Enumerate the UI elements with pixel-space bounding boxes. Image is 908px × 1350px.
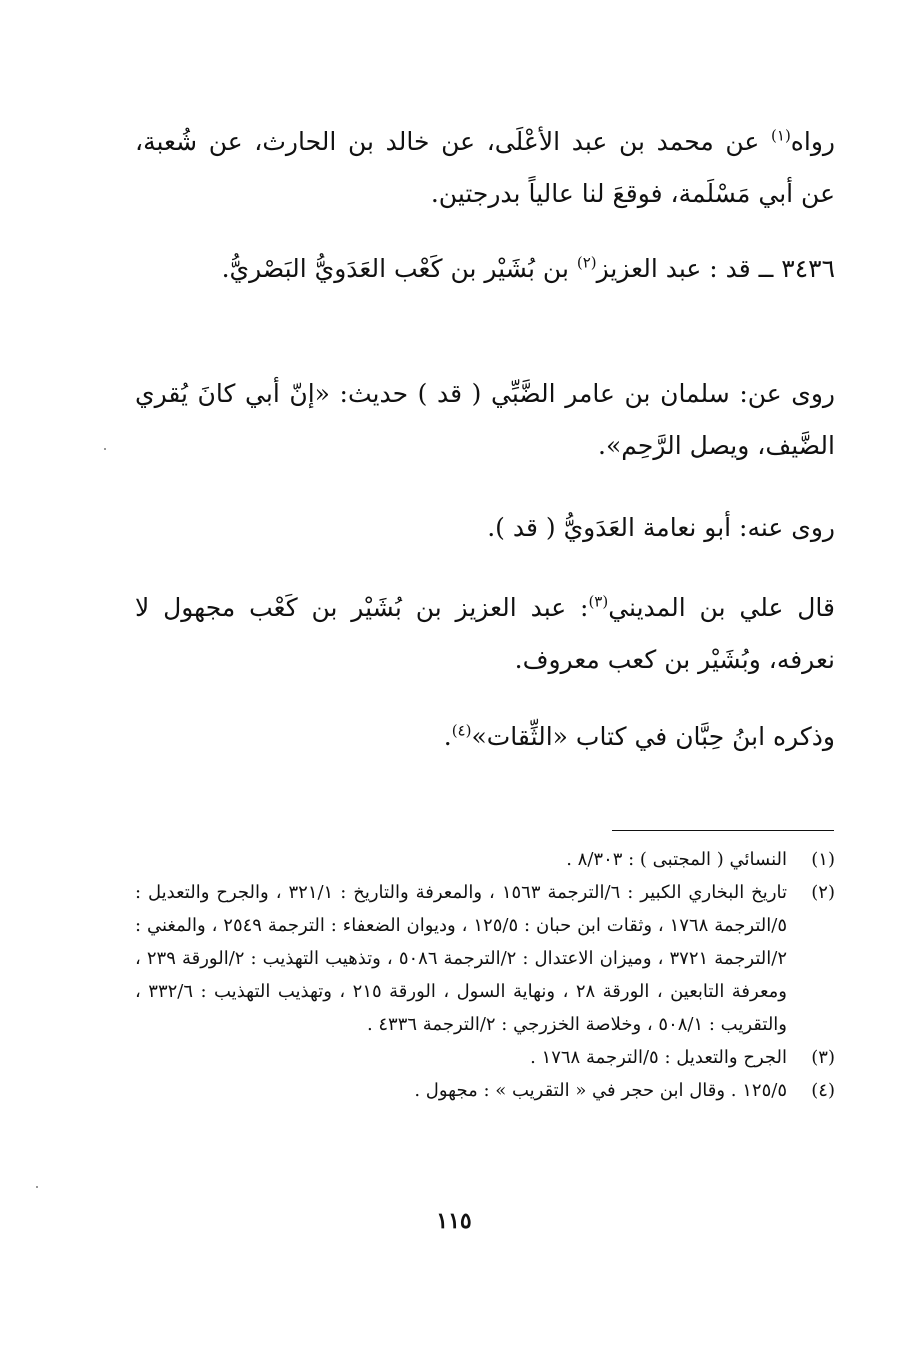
footnote-divider [612, 830, 834, 831]
footnote-4 [135, 1074, 835, 1107]
paragraph-text: قال علي بن المديني [608, 593, 835, 622]
paragraph-entry-heading [135, 243, 835, 295]
footnote-number: (٢) [811, 882, 835, 903]
paragraph-text: بن بُشَيْر بن كَعْب العَدَويُّ البَصْريُّ. [221, 254, 577, 283]
footnote-2 [135, 876, 835, 1041]
footnote-number: (١) [811, 849, 835, 870]
footnote-ref-3[interactable]: (٣) [588, 592, 609, 611]
footnote-ref-1[interactable]: (١) [771, 126, 791, 145]
paragraph-text: ٣٤٣٦ ــ قد : عبد العزيز [596, 254, 835, 283]
footnote-ref-4[interactable]: (٤) [451, 721, 472, 740]
paragraph-text: : عبد العزيز بن بُشَيْر بن كَعْب مجهول لا نعرفه، وبُشَيْر بن كعب معروف. [135, 593, 835, 674]
footnote-ref-2[interactable]: (٢) [576, 253, 597, 272]
page-number: ١١٥ [436, 1208, 472, 1234]
paragraph-text: رواه [790, 127, 835, 156]
paragraph-narrated-from [135, 368, 835, 472]
footnote-text: الجرح والتعديل : ٥/الترجمة ١٧٦٨ . [530, 1047, 787, 1068]
paragraph-narrated-by [135, 502, 835, 554]
paragraph-text: وذكره ابنُ حِبَّان في كتاب «الثِّقات» [471, 722, 835, 751]
scan-speck [104, 448, 106, 450]
footnote-number: (٣) [811, 1047, 835, 1068]
paragraph-text: . [443, 722, 452, 751]
footnotes-list [135, 843, 835, 1107]
paragraph-ali-ibn-al-madini [135, 582, 835, 686]
footnote-3 [135, 1041, 835, 1074]
paragraph-text: روى عن: سلمان بن عامر الضَّبِّي ( قد ) حديث: «إنّ أبي كانَ يُقري الضَّيف، ويصل الرَّحِم». [135, 379, 835, 460]
footnote-1 [135, 843, 835, 876]
paragraph-ibn-hibban [135, 711, 835, 763]
paragraph-text: روى عنه: أبو نعامة العَدَويُّ ( قد ). [487, 513, 835, 542]
footnote-text: ١٢٥/٥ . وقال ابن حجر في « التقريب » : مجهول . [414, 1080, 787, 1101]
paragraph-narration [135, 116, 835, 220]
footnote-text: النسائي ( المجتبى ) : ٨/٣٠٣ . [566, 849, 787, 870]
footnote-number: (٤) [811, 1080, 835, 1101]
paragraph-text: عن محمد بن عبد الأعْلَى، عن خالد بن الحارث، عن شُعبة، عن أبي مَسْلَمة، فوقعَ لنا عالياً بدرجتين. [135, 127, 835, 208]
footnote-text: تاريخ البخاري الكبير : ٦/الترجمة ١٥٦٣ ، والمعرفة والتاريخ : ٣٢١/١ ، والجرح والتعديل : ٥/الترجمة ١٧٦٨ ، وثقات ابن حبان : ١٢٥/٥ ، وديوان الضعفاء : الترجمة ٢٥٤٩ ، والمغني : ٢/الترجمة ٣٧٢١ ، وميزان الاعتدال : ٢/الترجمة ٥٠٨٦ ، وتذهيب التهذيب : ٢/الورقة ٢٣٩ ، ومعرفة التابعين ، الورقة ٢٨ ، ونهاية السول ، الورقة ٢١٥ ، وتهذيب التهذيب : ٣٣٢/٦ ، والتقريب : ٥٠٨/١ ، وخلاصة الخزرجي : ٢/الترجمة ٤٣٣٦ . [135, 882, 788, 1035]
scan-speck [36, 1186, 38, 1188]
